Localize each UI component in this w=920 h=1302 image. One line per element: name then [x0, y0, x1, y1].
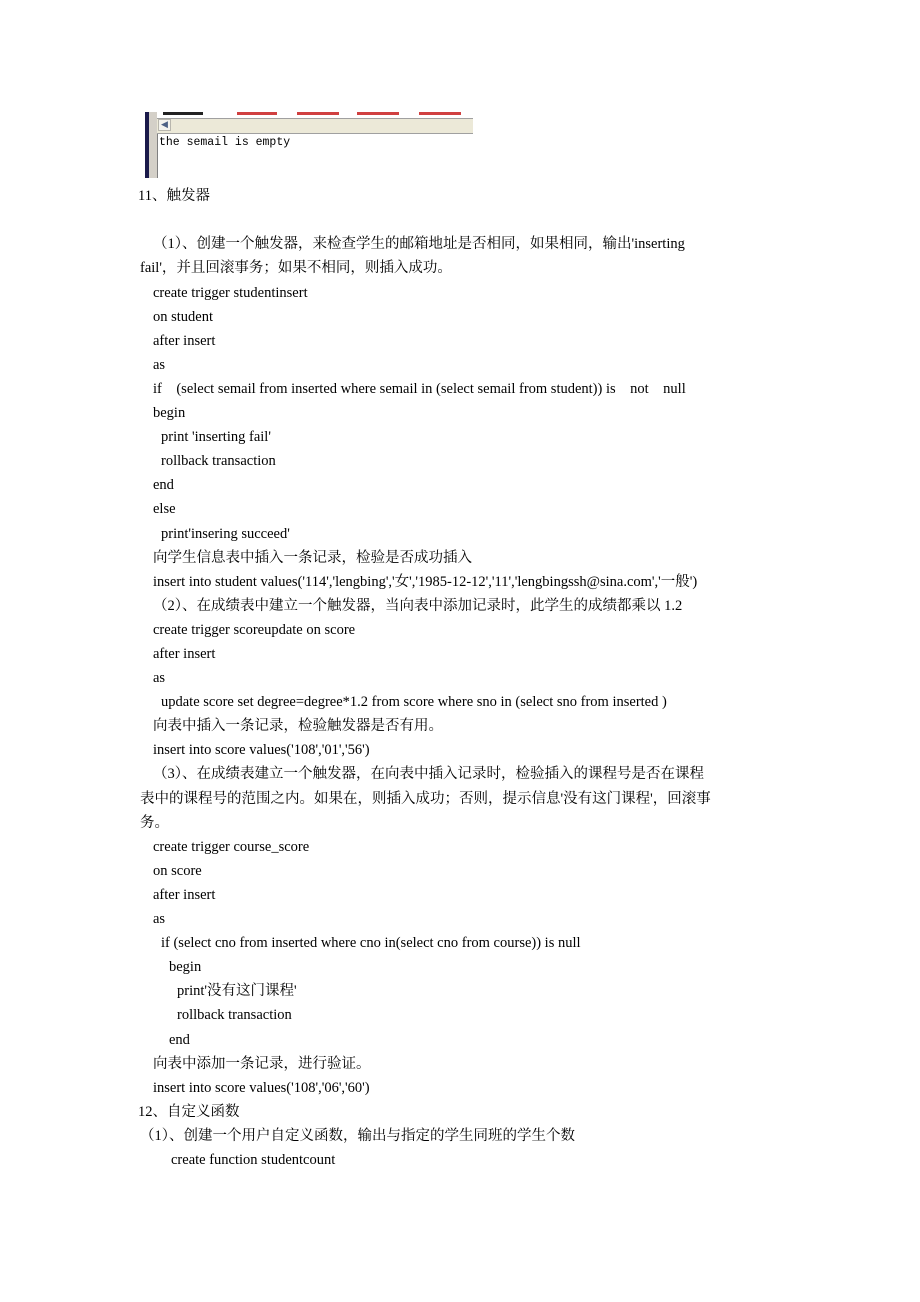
- section-heading-functions: 12、自定义函数: [138, 1104, 240, 1120]
- code-line: insert into student values('114','lengbing','女','1985-12-12','11','lengbingssh@sina.com','一般'): [153, 574, 698, 590]
- horizontal-scrollbar[interactable]: [157, 118, 473, 134]
- code-line: as: [153, 911, 166, 927]
- code-line: create function studentcount: [171, 1152, 336, 1168]
- code-line: rollback transaction: [177, 1007, 292, 1023]
- code-line: print'insering succeed': [161, 526, 290, 542]
- paragraph-line: （3）、在成绩表建立一个触发器，在向表中插入记录时，检验插入的课程号是否在课程: [153, 766, 704, 782]
- code-line: on student: [153, 309, 214, 325]
- paragraph-line: 向表中添加一条记录，进行验证。: [153, 1056, 371, 1072]
- code-line: update score set degree=degree*1.2 from score where sno in (select sno from inserted ): [161, 694, 667, 710]
- code-line: create trigger scoreupdate on score: [153, 622, 356, 638]
- paragraph-line: （1）、创建一个用户自定义函数，输出与指定的学生同班的学生个数: [140, 1128, 575, 1144]
- query-output-screenshot: [145, 112, 473, 178]
- paragraph-line: （1）、创建一个触发器，来检查学生的邮箱地址是否相同，如果相同，输出'inserting: [153, 236, 685, 252]
- code-line: after insert: [153, 887, 216, 903]
- code-line: if (select semail from inserted where semail in (select semail from student)) is not null: [153, 381, 686, 397]
- code-line: if (select cno from inserted where cno in(select cno from course)) is null: [161, 935, 581, 951]
- code-line: rollback transaction: [161, 453, 276, 469]
- paragraph-line: 向学生信息表中插入一条记录，检验是否成功插入: [153, 550, 472, 566]
- paragraph-line: 表中的课程号的范围之内。如果在，则插入成功；否则，提示信息'没有这门课程'，回滚事: [140, 791, 711, 807]
- code-line: print 'inserting fail': [161, 429, 271, 445]
- code-line: as: [153, 670, 166, 686]
- code-line: after insert: [153, 333, 216, 349]
- paragraph-line: （2）、在成绩表中建立一个触发器，当向表中添加记录时，此学生的成绩都乘以 1.2: [153, 598, 683, 614]
- code-line: end: [169, 1032, 190, 1048]
- code-line: begin: [169, 959, 202, 975]
- code-line: insert into score values('108','01','56'): [153, 742, 370, 758]
- paragraph-line: 务。: [140, 815, 169, 831]
- scroll-left-arrow-icon[interactable]: ◀: [158, 119, 171, 131]
- section-heading-triggers: 11、触发器: [138, 188, 210, 204]
- code-line: after insert: [153, 646, 216, 662]
- code-line: end: [153, 477, 174, 493]
- code-line: create trigger course_score: [153, 839, 310, 855]
- messages-output-text: the semail is empty: [159, 136, 291, 149]
- code-line: else: [153, 501, 176, 517]
- code-line: begin: [153, 405, 186, 421]
- paragraph-line: 向表中插入一条记录，检验触发器是否有用。: [153, 718, 443, 734]
- code-line: on score: [153, 863, 202, 879]
- code-line: insert into score values('108','06','60'): [153, 1080, 370, 1096]
- code-line: print'没有这门课程': [177, 983, 297, 999]
- code-line: as: [153, 357, 166, 373]
- code-line: create trigger studentinsert: [153, 285, 308, 301]
- paragraph-line: fail'，并且回滚事务；如果不相同，则插入成功。: [140, 260, 452, 276]
